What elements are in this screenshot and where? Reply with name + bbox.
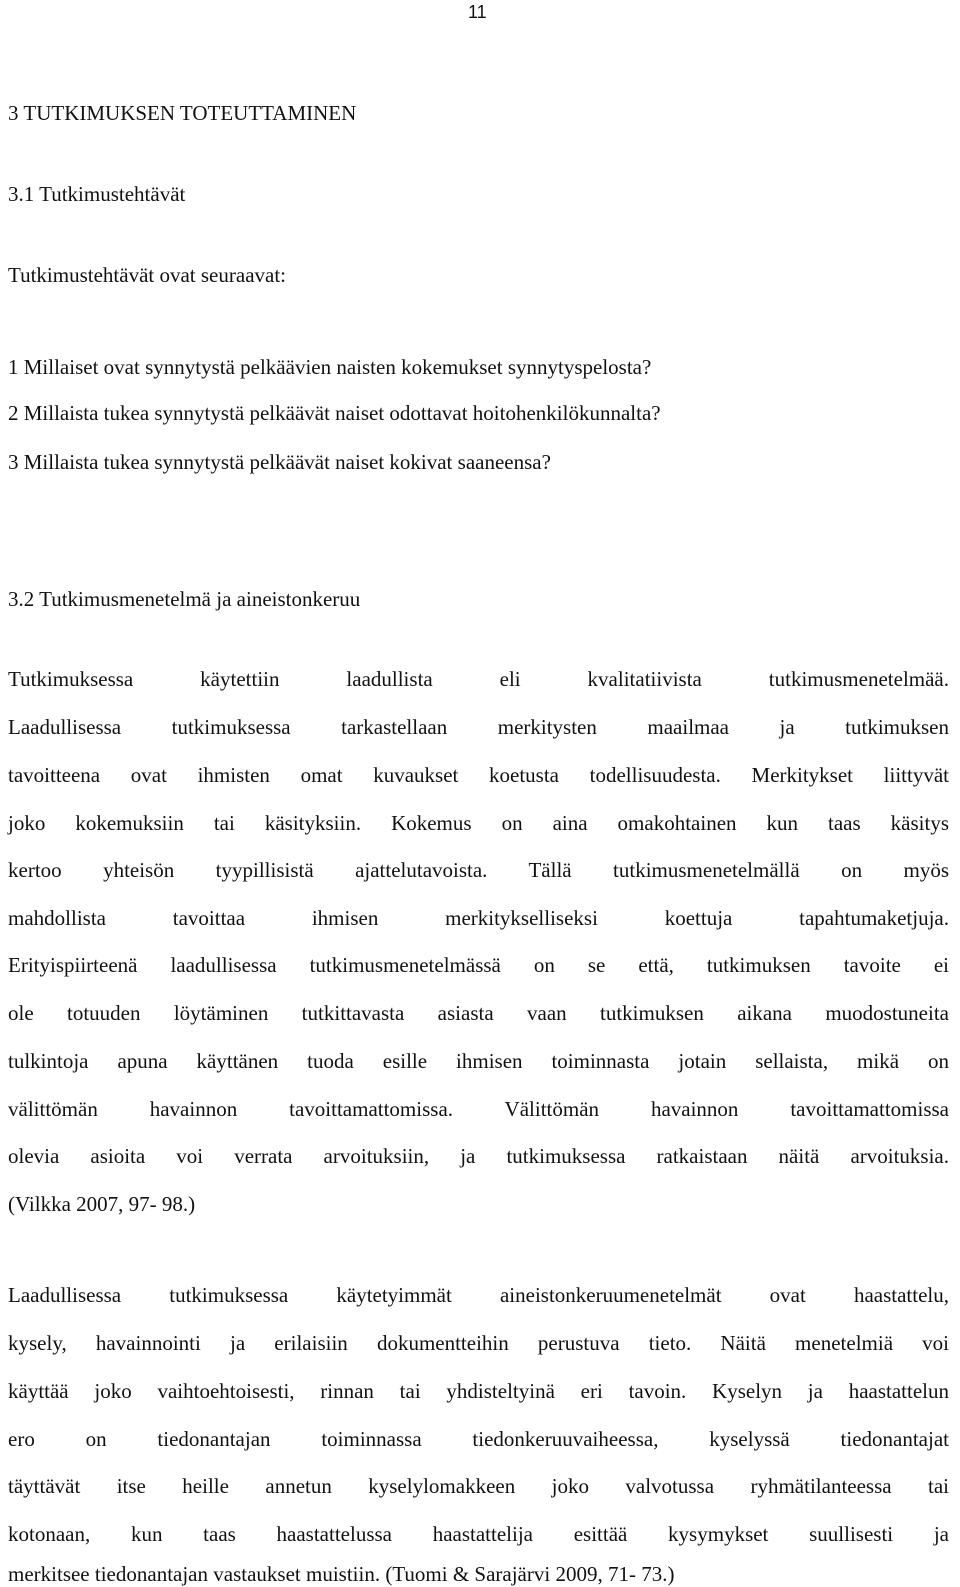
- paragraph-line: olevia asioita voi verrata arvoituksiin, ja tutkimuksessa ratkaistaan näitä arvoituksia.: [8, 1144, 949, 1168]
- chapter-heading: 3 TUTKIMUKSEN TOTEUTTAMINEN: [8, 101, 357, 125]
- paragraph-line: tulkintoja apuna käyttänen tuoda esille ihmisen toiminnasta jotain sellaista, mikä on: [8, 1049, 949, 1073]
- paragraph-citation: (Vilkka 2007, 97- 98.): [8, 1192, 196, 1216]
- paragraph-line: kysely, havainnointi ja erilaisiin dokumentteihin perustuva tieto. Näitä menetelmiä voi: [8, 1331, 949, 1355]
- research-task-1: 1 Millaiset ovat synnytystä pelkäävien naisten kokemukset synnytyspelosta?: [8, 355, 652, 379]
- paragraph-line: ero on tiedonantajan toiminnassa tiedonkeruuvaiheessa, kyselyssä tiedonantajat: [8, 1427, 949, 1451]
- paragraph-line: joko kokemuksiin tai käsityksiin. Kokemus on aina omakohtainen kun taas käsitys: [8, 811, 949, 835]
- paragraph-line: Laadullisessa tutkimuksessa tarkastellaan merkitysten maailmaa ja tutkimuksen: [8, 715, 949, 739]
- paragraph-line-last: merkitsee tiedonantajan vastaukset muistiin. (Tuomi & Sarajärvi 2009, 71- 73.): [8, 1562, 675, 1586]
- paragraph-line: tavoitteena ovat ihmisten omat kuvaukset koetusta todellisuudesta. Merkitykset liittyvät: [8, 763, 949, 787]
- paragraph-line: Tutkimuksessa käytettiin laadullista eli kvalitatiivista tutkimusmenetelmää.: [8, 667, 949, 691]
- tasks-intro: Tutkimustehtävät ovat seuraavat:: [8, 263, 287, 287]
- paragraph-line: käyttää joko vaihtoehtoisesti, rinnan tai yhdisteltyinä eri tavoin. Kyselyn ja haastattelun: [8, 1379, 949, 1403]
- paragraph-line: täyttävät itse heille annetun kyselylomakkeen joko valvotussa ryhmätilanteessa tai: [8, 1474, 949, 1498]
- research-task-2: 2 Millaista tukea synnytystä pelkäävät naiset odottavat hoitohenkilökunnalta?: [8, 401, 661, 425]
- paragraph-line: Laadullisessa tutkimuksessa käytetyimmät aineistonkeruumenetelmät ovat haastattelu,: [8, 1283, 949, 1307]
- paragraph-line: välittömän havainnon tavoittamattomissa. Välittömän havainnon tavoittamattomissa: [8, 1097, 949, 1121]
- paragraph-line: kotonaan, kun taas haastattelussa haastattelija esittää kysymykset suullisesti ja: [8, 1522, 949, 1546]
- section-heading-3-2: 3.2 Tutkimusmenetelmä ja aineistonkeruu: [8, 587, 361, 611]
- section-heading-3-1: 3.1 Tutkimustehtävät: [8, 182, 186, 206]
- paragraph-line: Erityispiirteenä laadullisessa tutkimusmenetelmässä on se että, tutkimuksen tavoite ei: [8, 953, 949, 977]
- research-task-3: 3 Millaista tukea synnytystä pelkäävät naiset kokivat saaneensa?: [8, 450, 551, 474]
- page-number: 11: [468, 2, 487, 22]
- paragraph-line: kertoo yhteisön tyypillisistä ajattelutavoista. Tällä tutkimusmenetelmällä on myös: [8, 858, 949, 882]
- paragraph-line: ole totuuden löytäminen tutkittavasta asiasta vaan tutkimuksen aikana muodostuneita: [8, 1001, 949, 1025]
- paragraph-line: mahdollista tavoittaa ihmisen merkitykselliseksi koettuja tapahtumaketjuja.: [8, 906, 949, 930]
